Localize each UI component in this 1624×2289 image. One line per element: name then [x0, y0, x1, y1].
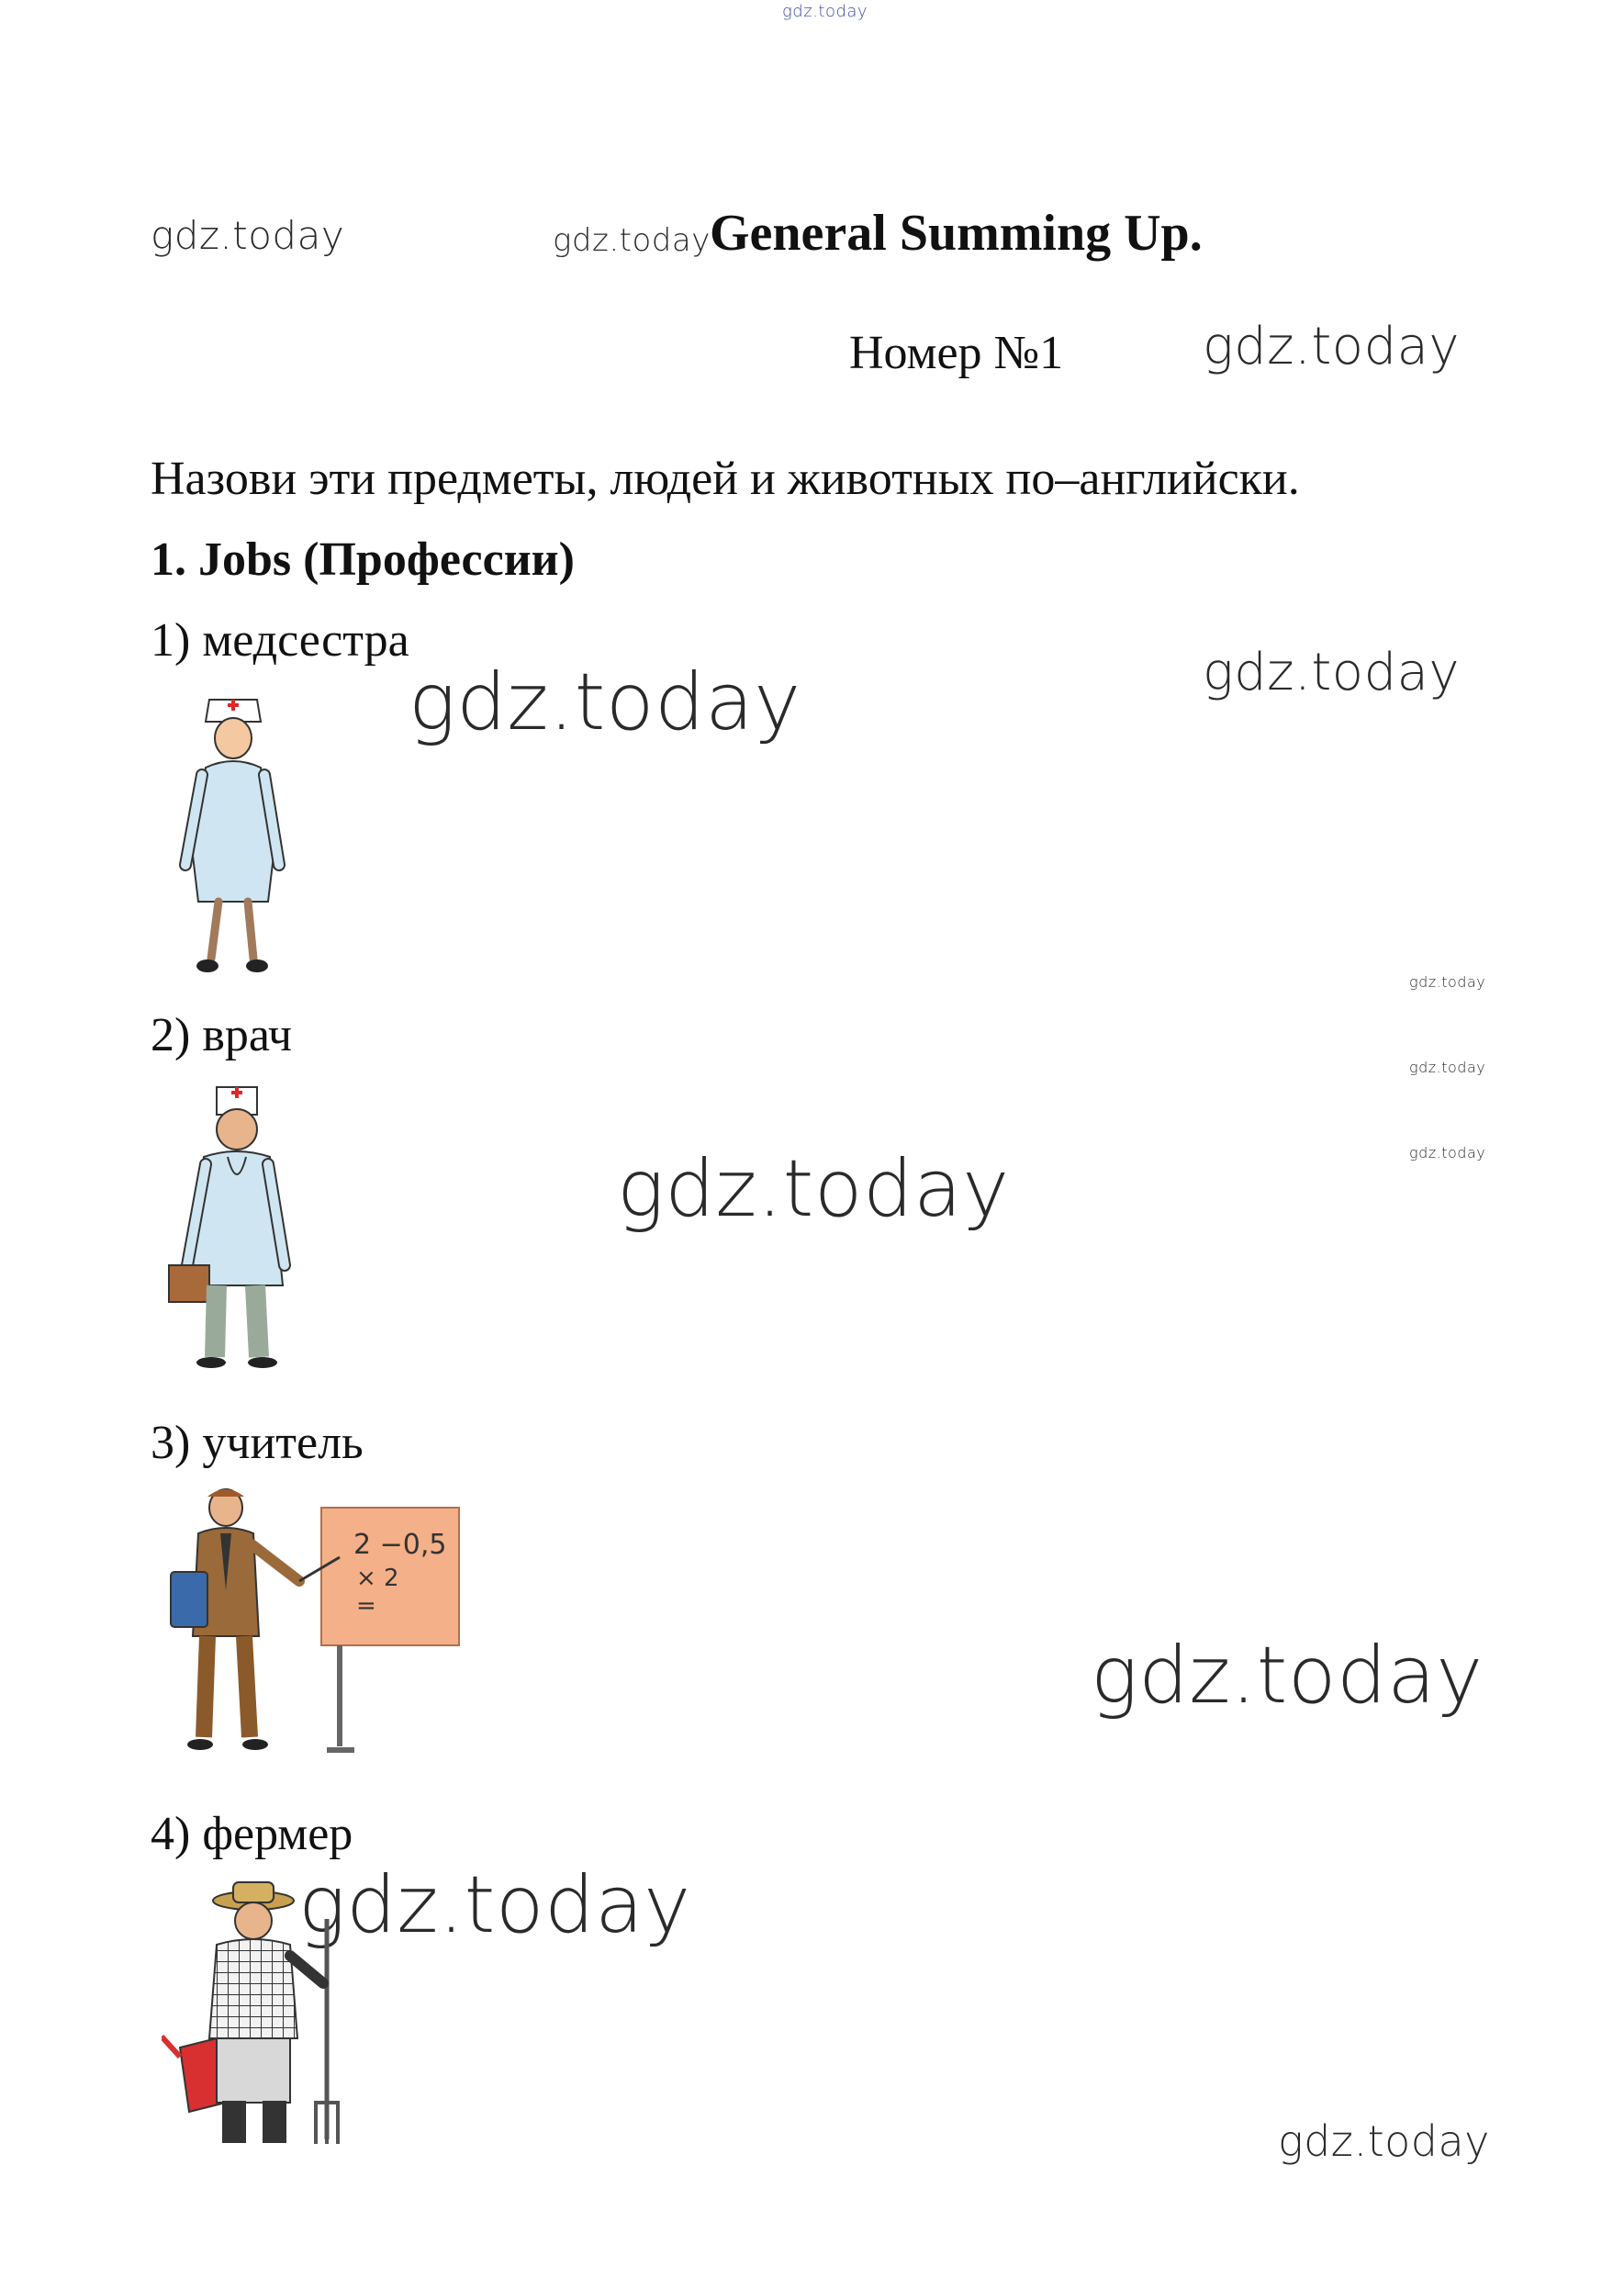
farmer-illustration: [162, 1873, 364, 2158]
watermark-doctor-big: gdz.today: [617, 1143, 1010, 1235]
nurse-illustration: [165, 690, 303, 984]
board-line-1: 2 −0,5: [353, 1529, 447, 1561]
watermark-bottom-right: gdz.today: [1278, 2116, 1490, 2166]
watermark-farmer-big: gdz.today: [298, 1859, 691, 1951]
watermark-small-2: gdz.today: [1409, 1059, 1486, 1076]
watermark-header-mid: gdz.today: [553, 222, 711, 259]
watermark-header-left: gdz.today: [151, 213, 345, 258]
item-label-nurse: 1) медсестра: [151, 614, 409, 667]
instruction-text: Назови эти предметы, людей и животных по–английски.: [151, 453, 1300, 505]
item-label-doctor: 2) врач: [151, 1009, 293, 1061]
watermark-small-1: gdz.today: [1409, 973, 1486, 991]
board-line-2: × 2: [356, 1565, 399, 1592]
board-line-3: =: [356, 1592, 376, 1620]
teacher-illustration: [165, 1480, 477, 1774]
item-label-teacher: 3) учитель: [151, 1417, 364, 1469]
item-label-farmer: 4) фермер: [151, 1808, 353, 1860]
watermark-top: gdz.today: [782, 2, 868, 21]
watermark-teacher-big: gdz.today: [1091, 1630, 1484, 1722]
watermark-nurse-big: gdz.today: [409, 656, 801, 748]
task-number: Номер №1: [849, 327, 1064, 379]
watermark-number-right: gdz.today: [1203, 317, 1461, 376]
page-title: General Summing Up.: [710, 205, 1203, 262]
watermark-small-3: gdz.today: [1409, 1144, 1486, 1161]
watermark-nurse-right: gdz.today: [1203, 643, 1461, 702]
section-heading: 1. Jobs (Профессии): [151, 533, 575, 586]
doctor-illustration: [163, 1082, 310, 1375]
